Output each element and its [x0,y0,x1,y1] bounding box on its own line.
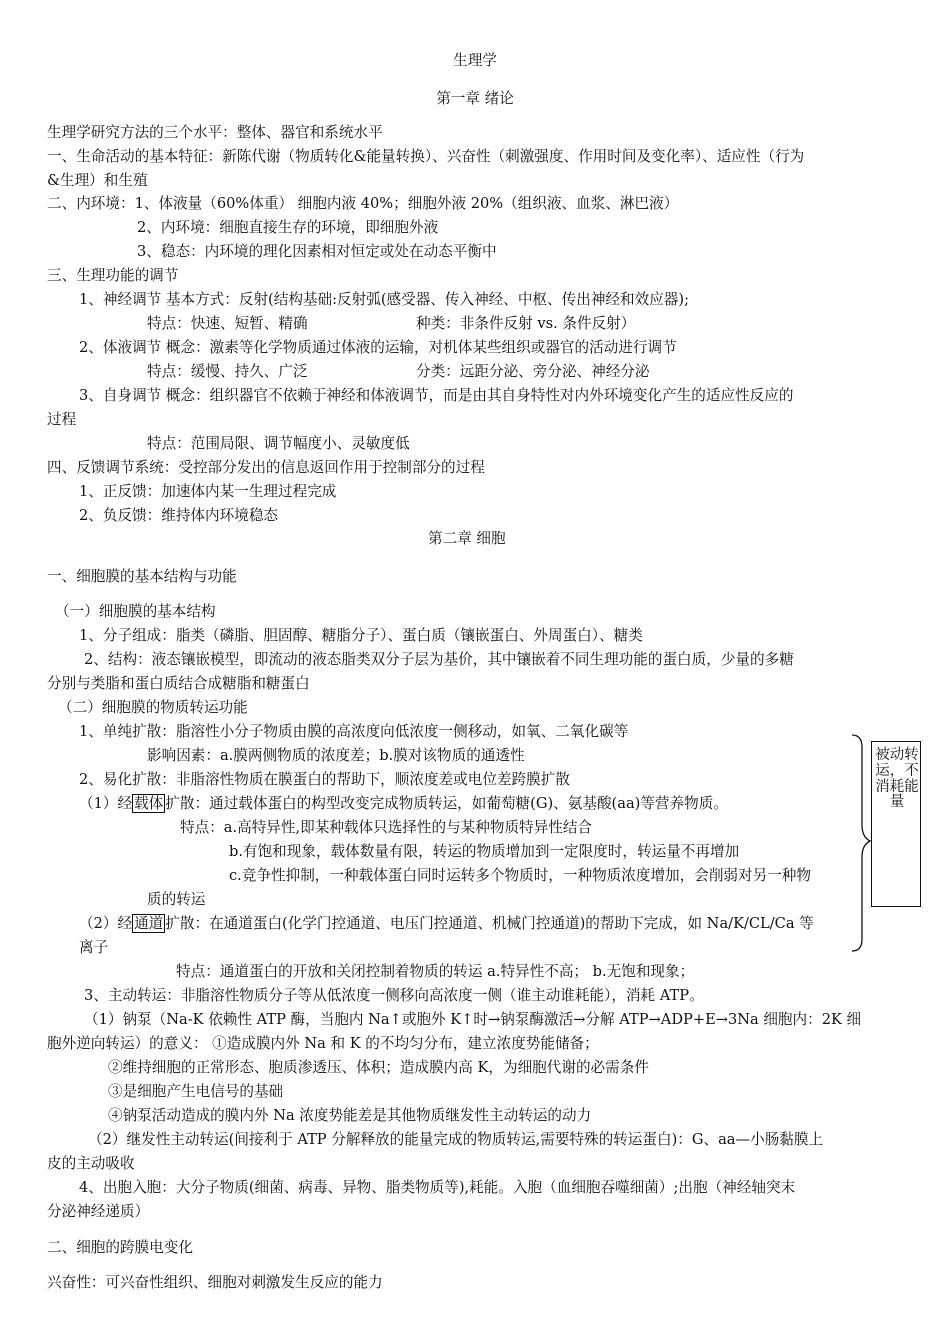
text-line: 一、生命活动的基本特征：新陈代谢（物质转化&能量转换）、兴奋性（刺激强度、作用时间及变化率）、适应性（行为 [47,148,805,165]
document-title: 生理学 [453,52,497,69]
text-line: 分泌神经递质） [47,1203,150,1220]
text-line: 四、反馈调节系统：受控部分发出的信息返回作用于控制部分的过程 [47,459,485,476]
text-line: 2、负反馈：维持体内环境稳态 [79,507,279,524]
carrier-box: 载体 [134,795,164,812]
text-line: （2）经 通道 扩散：在通道蛋白(化学门控通道、电压门控通道、机械门控通道)的帮助下完成，如 Na/K/CL/Ca 等 [79,915,814,932]
text-line: 皮的主动吸收 [47,1155,135,1172]
side-note-box [871,741,921,907]
text-line: （1）钠泵（Na-K 依赖性 ATP 酶，当胞内 Na↑或胞外 K↑时→钠泵酶激活→分解 ATP→ADP+E→3Na 细胞内：2K 细 [84,1011,862,1028]
text-line: （二）细胞膜的物质转运功能 [58,699,248,716]
text-line: 影响因素：a.膜两侧物质的浓度差；b.膜对该物质的通透性 [147,747,525,764]
text-line: （1）经 载体 扩散：通过载体蛋白的构型改变完成物质转运，如葡萄糖(G)、氨基酸(aa)等营养物质。 [79,795,728,812]
text-line: 1、神经调节 基本方式：反射(结构基础:反射弧(感受器、传入神经、中枢、传出神经和效应器); [79,291,689,308]
text-line: c.竞争性抑制，一种载体蛋白同时运转多个物质时，一种物质浓度增加，会削弱对另一种物 [229,867,811,884]
text-line: （一）细胞膜的基本结构 [55,603,216,620]
text-line: 1、单纯扩散：脂溶性小分子物质由膜的高浓度向低浓度一侧移动，如氧、二氧化碳等 [79,723,629,740]
text-line: 特点：范围局限、调节幅度小、灵敏度低 [147,435,410,452]
text-line: 1、分子组成：脂类（磷脂、胆固醇、糖脂分子）、蛋白质（镶嵌蛋白、外周蛋白）、糖类 [79,627,643,644]
text-line: 4、出胞入胞：大分子物质(细菌、病毒、异物、脂类物质等),耗能。入胞（血细胞吞噬细菌）;出胞（神经轴突末 [79,1179,796,1196]
text-line: 生理学研究方法的三个水平：整体、器官和系统水平 [47,124,383,141]
text-line: 质的转运 [147,891,206,908]
text-line: &生理）和生殖 [47,172,148,189]
text-line: 胞外逆向转运）的意义： ①造成膜内外 Na 和 K 的不均匀分布，建立浓度势能储备； [47,1035,599,1052]
text-line: （2）继发性主动转运(间接利于 ATP 分解释放的能量完成的物质转运,需要特殊的转运蛋白)：G、aa—小肠黏膜上 [88,1131,824,1148]
text-line: 特点：通道蛋白的开放和关闭控制着物质的转运 a.特异性不高； b.无饱和现象； [176,963,695,980]
text-line: 3、主动转运：非脂溶性物质分子等从低浓度一侧移向高浓度一侧（谁主动谁耗能），消耗 ATP。 [84,987,704,1004]
text-line: 特点：a.高特异性,即某种载体只选择性的与某种物质特异性结合 [180,819,593,836]
text-line: 种类：非条件反射 vs. 条件反射） [416,315,636,332]
text-line: 3、自身调节 概念：组织器官不依赖于神经和体液调节，而是由其自身特性对内外环境变化产生的适应性反应的 [79,387,794,404]
side-note-text: 被动转运，不消耗能量 [875,747,919,811]
text-line: ③是细胞产生电信号的基础 [108,1083,284,1100]
chapter1-heading: 第一章 绪论 [436,90,514,107]
section-heading: 一、细胞膜的基本结构与功能 [47,568,237,585]
right-brace [850,733,872,953]
chapter2-heading: 第二章 细胞 [428,530,506,547]
text-line: 2、内环境：细胞直接生存的环境，即细胞外液 [137,219,439,236]
text-line: 三、生理功能的调节 [47,267,179,284]
text-line: 特点：缓慢、持久、广泛 [147,363,308,380]
channel-box: 通道 [134,915,164,932]
text-line: b.有饱和现象，载体数量有限，转运的物质增加到一定限度时，转运量不再增加 [229,843,740,860]
text-line: 过程 [47,411,77,428]
text-line: 3、稳态：内环境的理化因素相对恒定或处在动态平衡中 [137,243,497,260]
text-line: 兴奋性：可兴奋性组织、细胞对刺激发生反应的能力 [47,1274,383,1291]
text-line: 1、正反馈：加速体内某一生理过程完成 [79,483,337,500]
text-line: 特点：快速、短暂、精确 [147,315,308,332]
text-line: ②维持细胞的正常形态、胞质渗透压、体积；造成膜内高 K，为细胞代谢的必需条件 [108,1059,649,1076]
text-line: 分类：远距分泌、旁分泌、神经分泌 [416,363,650,380]
text-line: 2、易化扩散：非脂溶性物质在膜蛋白的帮助下，顺浓度差或电位差跨膜扩散 [79,771,570,788]
text-line: 2、结构：液态镶嵌模型，即流动的液态脂类双分子层为基价，其中镶嵌着不同生理功能的蛋白质，少量的多糖 [84,651,794,668]
section-heading: 二、细胞的跨膜电变化 [47,1239,193,1256]
text-line: 2、体液调节 概念：激素等化学物质通过体液的运输，对机体某些组织或器官的活动进行调节 [79,339,677,356]
text-line: 离子 [79,939,109,956]
text-line: 二、内环境：1、体液量（60%体重） 细胞内液 40%；细胞外液 20%（组织液、血浆、淋巴液） [47,195,679,212]
text-line: 分别与类脂和蛋白质结合成糖脂和糖蛋白 [47,675,310,692]
text-line: ④钠泵活动造成的膜内外 Na 浓度势能差是其他物质继发性主动转运的动力 [108,1107,592,1124]
